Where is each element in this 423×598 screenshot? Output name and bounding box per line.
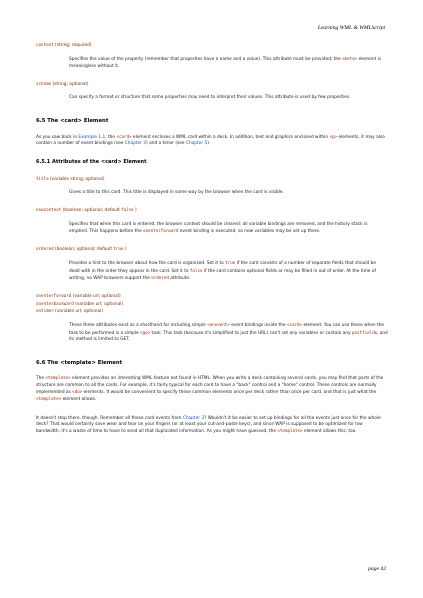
inline-code: <go> (140, 329, 151, 335)
term-content (36, 42, 388, 49)
text: ? Wouldn't it be easier to set up bindings for all the events just once for the whole deck? That would certainly save wear and tear on your fingers (or at least your cut-and-paste keys), and since WAP is supposed to be optimized for low bandwidth, it's a waste of time to have to send all that duplicated information. As you might have guessed, the (36, 415, 381, 435)
text: event bindings inside the (229, 323, 287, 329)
inline-code: <template> (36, 396, 62, 402)
term-newcontext (36, 207, 388, 214)
text: element is meaningless without it. (69, 57, 382, 69)
text: Specifies that when this card is entered, the browser context should be cleared: all variable bindings are removed, and the history stack is emptied. This happens before the (69, 221, 368, 234)
term-code: title (36, 175, 49, 181)
text: <card> (100, 159, 122, 166)
text: 6.5.1 Attributes of the (36, 159, 101, 166)
text: The (36, 376, 46, 382)
text: ) (123, 247, 127, 253)
text: 6.6 The (36, 360, 61, 367)
term-group-events (36, 293, 388, 315)
text: element allows. (61, 397, 97, 403)
text: element. You can use these when the task to be performed is a simple (69, 323, 385, 336)
term-type: (boolean; optional; default (53, 247, 114, 253)
text: <template> (60, 360, 96, 367)
inline-code: false (189, 267, 203, 273)
link-chapter-5[interactable]: Chapter 5 (185, 141, 208, 147)
inline-code: <card> (116, 133, 132, 139)
text: As you saw back in (36, 134, 79, 140)
text: attribute. (168, 276, 191, 282)
subsection-heading-card-attrs (36, 159, 388, 165)
paragraph-template-1 (36, 375, 388, 403)
term-type: (string; optional) (51, 81, 89, 87)
term-default: false (120, 207, 134, 213)
text: Element (121, 159, 147, 166)
inline-code: ordered (151, 275, 169, 281)
text: event binding is executed, so new variables may be set up there. (178, 228, 321, 234)
text: Provides a hint to the browser about how the card is organized. Set it to (69, 261, 226, 267)
text: task. This task (because it's simplified to just the URL) can't set any variables or contain any (150, 330, 353, 336)
term-scheme (36, 81, 388, 88)
link-example-1-1[interactable]: Example 1.1 (78, 134, 106, 140)
link-chapter-3[interactable]: Chapter 3 (124, 141, 147, 147)
def-events (69, 322, 388, 343)
text: These three attributes exist as a shorthand for including simple (69, 323, 208, 329)
text: if the card consists of a number of separate fields that should be dealt with in the order they appear in the card. Set it to (69, 261, 377, 274)
text: element encloses a WML card within a deck. In addition, text and graphics enclosed within (131, 134, 330, 140)
def-title: Gives a title to this card. This title is displayed in some way by the browser when the card is visible. (69, 189, 284, 195)
text: ) and a timer (see (146, 141, 186, 147)
term-code: ontimer (36, 307, 54, 313)
inline-code: onenterforward (143, 227, 179, 233)
def-scheme: Can specify a format or structure that some properties may need to interpret their values. This attribute is used by few properties. (69, 95, 351, 101)
term-onenterforward (36, 293, 388, 300)
def-ordered (69, 260, 388, 282)
text: s, and its method is limited to GET. (69, 330, 388, 342)
running-head: Learning WML & WMLScript (317, 25, 385, 31)
term-code: onenterforward (36, 293, 72, 299)
term-type: (variable url; optional) (73, 301, 124, 307)
text: 6.5 The (36, 118, 61, 125)
text: ). (207, 141, 211, 147)
paragraph-template-2 (36, 416, 388, 436)
text: ) (133, 208, 137, 214)
text: if the card contains optional fields or may be filled in out of order. At the time of writing, no WAP browsers support the (69, 268, 376, 282)
inline-code: <template> (277, 428, 303, 434)
text: , the (105, 134, 117, 140)
inline-code: <card> (286, 322, 303, 328)
section-heading-card (36, 118, 388, 124)
term-code: onenterbackward (36, 300, 74, 306)
term-type: (variable string; optional) (48, 176, 105, 182)
term-title (36, 176, 388, 183)
term-type: (variable url; optional) (71, 294, 121, 300)
text: It doesn't stop there, though. Remember all those card events from (36, 415, 183, 421)
term-onenterbackward (36, 301, 388, 308)
paragraph-card-intro (36, 134, 388, 148)
term-ontimer (36, 308, 388, 315)
inline-code: postfield (352, 329, 375, 335)
text: element allows this, too. (302, 429, 357, 435)
inline-code: <do> (72, 389, 83, 395)
term-code: content (36, 42, 54, 47)
term-code: newcontext (36, 207, 62, 213)
text: Element (82, 118, 109, 125)
text: elements. It would be convenient to specify these common elements once per deck rather than once per card, and that is just what the (82, 390, 377, 396)
text: <card> (60, 118, 83, 125)
page-content (36, 42, 388, 448)
def-content (69, 56, 388, 70)
term-ordered (36, 246, 388, 253)
inline-code: <p> (329, 133, 338, 139)
page-number: page 42 (368, 566, 386, 572)
inline-code: <onevent> (207, 322, 230, 328)
inline-code: true (225, 260, 236, 266)
text: Specifies the value of the property (remember that properties have a name and a value). This attribute must be provided; the (69, 57, 343, 63)
term-type: (string; required) (53, 43, 92, 48)
link-chapter-3[interactable]: Chapter 3 (182, 415, 205, 421)
text: elements, it may also contain a number of event bindings (see (36, 134, 385, 147)
text: Element (95, 360, 123, 367)
term-type: (variable url; optional) (53, 308, 103, 314)
inline-code: <meta> (342, 56, 358, 62)
term-type: (boolean; optional; default (61, 208, 121, 214)
term-code: ordered (36, 246, 54, 252)
term-code: scheme (36, 80, 52, 86)
inline-code: <template> (45, 375, 71, 381)
section-heading-template (36, 360, 388, 366)
term-default: true (113, 246, 124, 252)
text: element provides an interesting WML feature not found in HTML. When you write a deck containing several cards, you may find that parts of the structure are common to all the cards. For example, it's fairly typical for each card to have a "back" control and a "home" control. These controls are normally implemented as (36, 376, 384, 396)
def-newcontext (69, 222, 388, 236)
